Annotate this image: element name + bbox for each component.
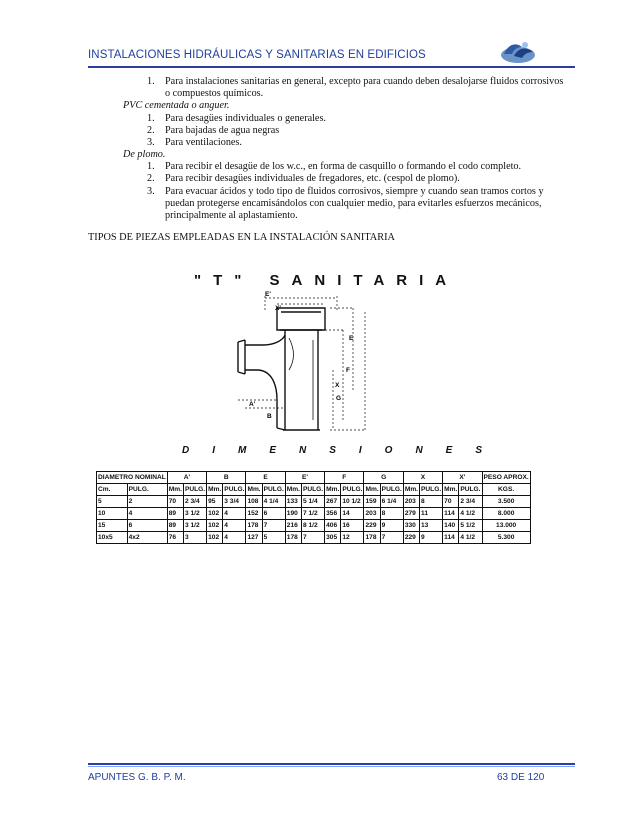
list-item bbox=[147, 173, 460, 185]
group-diametro: DIAMETRO NOMINAL bbox=[97, 472, 168, 484]
subheader-cell: Mm. bbox=[364, 484, 380, 496]
table-cell: 89 bbox=[167, 508, 183, 520]
table-cell: 70 bbox=[167, 496, 183, 508]
group-b: B bbox=[207, 472, 246, 484]
table-cell: 10 bbox=[97, 508, 128, 520]
table-cell: 4 1/2 bbox=[459, 508, 482, 520]
table-body bbox=[97, 496, 531, 544]
table-cell: 8 bbox=[380, 508, 403, 520]
table-cell: 178 bbox=[364, 532, 380, 544]
table-cell: 8 bbox=[420, 496, 443, 508]
table-cell: 2 3/4 bbox=[459, 496, 482, 508]
table-cell: 9 bbox=[380, 520, 403, 532]
label-g: G bbox=[336, 395, 342, 402]
table-cell: 6 bbox=[262, 508, 285, 520]
table-cell: 127 bbox=[246, 532, 262, 544]
table-cell: 2 bbox=[127, 496, 167, 508]
table-cell: 13 bbox=[420, 520, 443, 532]
table-cell: 4x2 bbox=[127, 532, 167, 544]
table-row bbox=[97, 532, 531, 544]
table-cell: 140 bbox=[443, 520, 459, 532]
table-cell: 190 bbox=[285, 508, 301, 520]
subheader-cell: PULG. bbox=[183, 484, 206, 496]
list-text: Para recibir el desagüe de los w.c., en forma de casquillo o formando el codo completo. bbox=[165, 161, 522, 172]
table-cell: 95 bbox=[207, 496, 223, 508]
table-cell: 14 bbox=[341, 508, 364, 520]
table-cell: 3 1/2 bbox=[183, 508, 206, 520]
list-item-continuation: puedan protegerse encamisándolos con cualquier medio, para evitarles esfuerzos mecánicos, bbox=[165, 198, 542, 209]
list-item bbox=[147, 76, 577, 88]
label-e: E bbox=[349, 335, 354, 342]
table-cell: 4 1/4 bbox=[262, 496, 285, 508]
subheader-cell: PULG. bbox=[262, 484, 285, 496]
table-cell: 178 bbox=[285, 532, 301, 544]
subheader-cell: Mm. bbox=[285, 484, 301, 496]
table-cell: 12 bbox=[341, 532, 364, 544]
subheader-cell: Mm. bbox=[207, 484, 223, 496]
group-e-prime: E' bbox=[285, 472, 324, 484]
table-cell: 102 bbox=[207, 508, 223, 520]
list-text: Para recibir desagües individuales de fregadores, etc. (cespol de plomo). bbox=[165, 173, 460, 184]
page-number: 63 DE 120 bbox=[497, 772, 545, 783]
table-cell: 203 bbox=[364, 508, 380, 520]
table-cell: 89 bbox=[167, 520, 183, 532]
table-cell: 4 bbox=[223, 532, 246, 544]
table-cell: 6 1/4 bbox=[380, 496, 403, 508]
subheader-cell: PULG. bbox=[420, 484, 443, 496]
list-number: 1. bbox=[147, 161, 155, 172]
label-x-prime: X' bbox=[275, 305, 281, 312]
table-cell: 4 1/2 bbox=[459, 532, 482, 544]
figure-title: "T" SANITARIA bbox=[194, 272, 459, 289]
list-text: Para evacuar ácidos y todo tipo de fluidos corrosivos, siempre y cuando sean tramos cortos y bbox=[165, 186, 544, 197]
list-item bbox=[147, 125, 279, 137]
table-cell: 203 bbox=[403, 496, 419, 508]
list-text: Para desagües individuales o generales. bbox=[165, 113, 326, 124]
table-cell: 7 bbox=[380, 532, 403, 544]
table-subheader-row bbox=[97, 484, 531, 496]
dimensions-table bbox=[96, 471, 531, 544]
list-number: 1. bbox=[147, 76, 155, 87]
table-cell: 3.500 bbox=[482, 496, 530, 508]
table-cell: 4 bbox=[127, 508, 167, 520]
table-cell: 5.300 bbox=[482, 532, 530, 544]
section-title: TIPOS DE PIEZAS EMPLEADAS EN LA INSTALACIÓN SANITARIA bbox=[88, 232, 395, 243]
group-f: F bbox=[325, 472, 364, 484]
list-number: 3. bbox=[147, 186, 155, 197]
table-cell: 5 bbox=[262, 532, 285, 544]
subheader-cell: PULG. bbox=[301, 484, 324, 496]
list-number: 2. bbox=[147, 125, 155, 136]
list-item bbox=[147, 186, 579, 198]
label-x: X bbox=[335, 382, 340, 389]
table-cell: 3 1/2 bbox=[183, 520, 206, 532]
table-cell: 8 1/2 bbox=[301, 520, 324, 532]
label-f: F bbox=[346, 367, 350, 374]
table-cell: 8.000 bbox=[482, 508, 530, 520]
subheader-cell: Mm. bbox=[403, 484, 419, 496]
table-row bbox=[97, 496, 531, 508]
subheader-cell: KGS. bbox=[482, 484, 530, 496]
subheader-cell: Mm. bbox=[325, 484, 341, 496]
table-cell: 7 1/2 bbox=[301, 508, 324, 520]
table-cell: 11 bbox=[420, 508, 443, 520]
group-a-prime: A' bbox=[167, 472, 206, 484]
footer-rule-light bbox=[88, 766, 575, 767]
list-text: Para bajadas de agua negras bbox=[165, 125, 280, 136]
table-cell: 279 bbox=[403, 508, 419, 520]
table-cell: 10x5 bbox=[97, 532, 128, 544]
table-group-row bbox=[97, 472, 531, 484]
group-g: G bbox=[364, 472, 403, 484]
list-number: 1. bbox=[147, 113, 155, 124]
table-cell: 159 bbox=[364, 496, 380, 508]
subheader-cell: Mm. bbox=[443, 484, 459, 496]
table-cell: 5 1/2 bbox=[459, 520, 482, 532]
list-item-continuation: principalmente al aplastamiento. bbox=[165, 210, 298, 221]
list-item bbox=[147, 113, 326, 125]
footer-left: APUNTES G. B. P. M. bbox=[88, 772, 186, 783]
list-item-continuation: o compuestos químicos. bbox=[165, 88, 264, 99]
table-cell: 70 bbox=[443, 496, 459, 508]
running-header-title: INSTALACIONES HIDRÁULICAS Y SANITARIAS EN EDIFICIOS bbox=[88, 49, 426, 61]
subheader-cell: PULG. bbox=[223, 484, 246, 496]
table-cell: 7 bbox=[262, 520, 285, 532]
table-cell: 4 bbox=[223, 508, 246, 520]
subheader-cell: Mm. bbox=[167, 484, 183, 496]
table-cell: 2 3/4 bbox=[183, 496, 206, 508]
list-item bbox=[147, 161, 521, 173]
table-cell: 5 1/4 bbox=[301, 496, 324, 508]
table-cell: 10 1/2 bbox=[341, 496, 364, 508]
list-item bbox=[147, 137, 242, 149]
subheader-cell: PULG. bbox=[127, 484, 167, 496]
table-cell: 356 bbox=[325, 508, 341, 520]
footer-rule bbox=[88, 763, 575, 765]
table-cell: 406 bbox=[325, 520, 341, 532]
subheader-cell: PULG. bbox=[459, 484, 482, 496]
table-cell: 16 bbox=[341, 520, 364, 532]
table-cell: 152 bbox=[246, 508, 262, 520]
table-cell: 3 bbox=[183, 532, 206, 544]
table-cell: 6 bbox=[127, 520, 167, 532]
table-cell: 216 bbox=[285, 520, 301, 532]
group-x-prime: X' bbox=[443, 472, 482, 484]
table-cell: 3 3/4 bbox=[223, 496, 246, 508]
group-e: E bbox=[246, 472, 285, 484]
list-number: 2. bbox=[147, 173, 155, 184]
sanitary-tee-drawing bbox=[225, 290, 385, 440]
table-cell: 305 bbox=[325, 532, 341, 544]
table-cell: 15 bbox=[97, 520, 128, 532]
table-cell: 229 bbox=[403, 532, 419, 544]
table-cell: 267 bbox=[325, 496, 341, 508]
label-e-prime: E' bbox=[265, 291, 271, 298]
table-cell: 13.000 bbox=[482, 520, 530, 532]
group-peso: PESO APROX. bbox=[482, 472, 530, 484]
pvc-heading: PVC cementada o anguer. bbox=[123, 100, 230, 111]
label-b: B bbox=[267, 413, 272, 420]
table-cell: 114 bbox=[443, 532, 459, 544]
water-drop-logo-icon bbox=[500, 38, 536, 64]
subheader-cell: Mm. bbox=[246, 484, 262, 496]
dimensions-table-wrapper bbox=[96, 471, 529, 544]
table-cell: 114 bbox=[443, 508, 459, 520]
list-text: Para instalaciones sanitarias en general, excepto para cuando deben desalojarse fluidos corrosivos bbox=[165, 76, 564, 87]
label-a-prime: A' bbox=[249, 401, 256, 408]
group-x: X bbox=[403, 472, 442, 484]
table-row bbox=[97, 508, 531, 520]
table-cell: 108 bbox=[246, 496, 262, 508]
table-cell: 102 bbox=[207, 532, 223, 544]
dimensions-heading: DIMENSIONES bbox=[182, 445, 506, 456]
list-text: Para ventilaciones. bbox=[165, 137, 242, 148]
table-row bbox=[97, 520, 531, 532]
plomo-heading: De plomo. bbox=[123, 149, 166, 160]
table-cell: 9 bbox=[420, 532, 443, 544]
table-cell: 178 bbox=[246, 520, 262, 532]
list-number: 3. bbox=[147, 137, 155, 148]
table-cell: 102 bbox=[207, 520, 223, 532]
table-cell: 229 bbox=[364, 520, 380, 532]
header-rule bbox=[88, 66, 575, 68]
subheader-cell: PULG. bbox=[341, 484, 364, 496]
subheader-cell: Cm. bbox=[97, 484, 128, 496]
table-cell: 330 bbox=[403, 520, 419, 532]
table-cell: 133 bbox=[285, 496, 301, 508]
table-cell: 76 bbox=[167, 532, 183, 544]
table-cell: 7 bbox=[301, 532, 324, 544]
table-cell: 5 bbox=[97, 496, 128, 508]
subheader-cell: PULG. bbox=[380, 484, 403, 496]
table-cell: 4 bbox=[223, 520, 246, 532]
